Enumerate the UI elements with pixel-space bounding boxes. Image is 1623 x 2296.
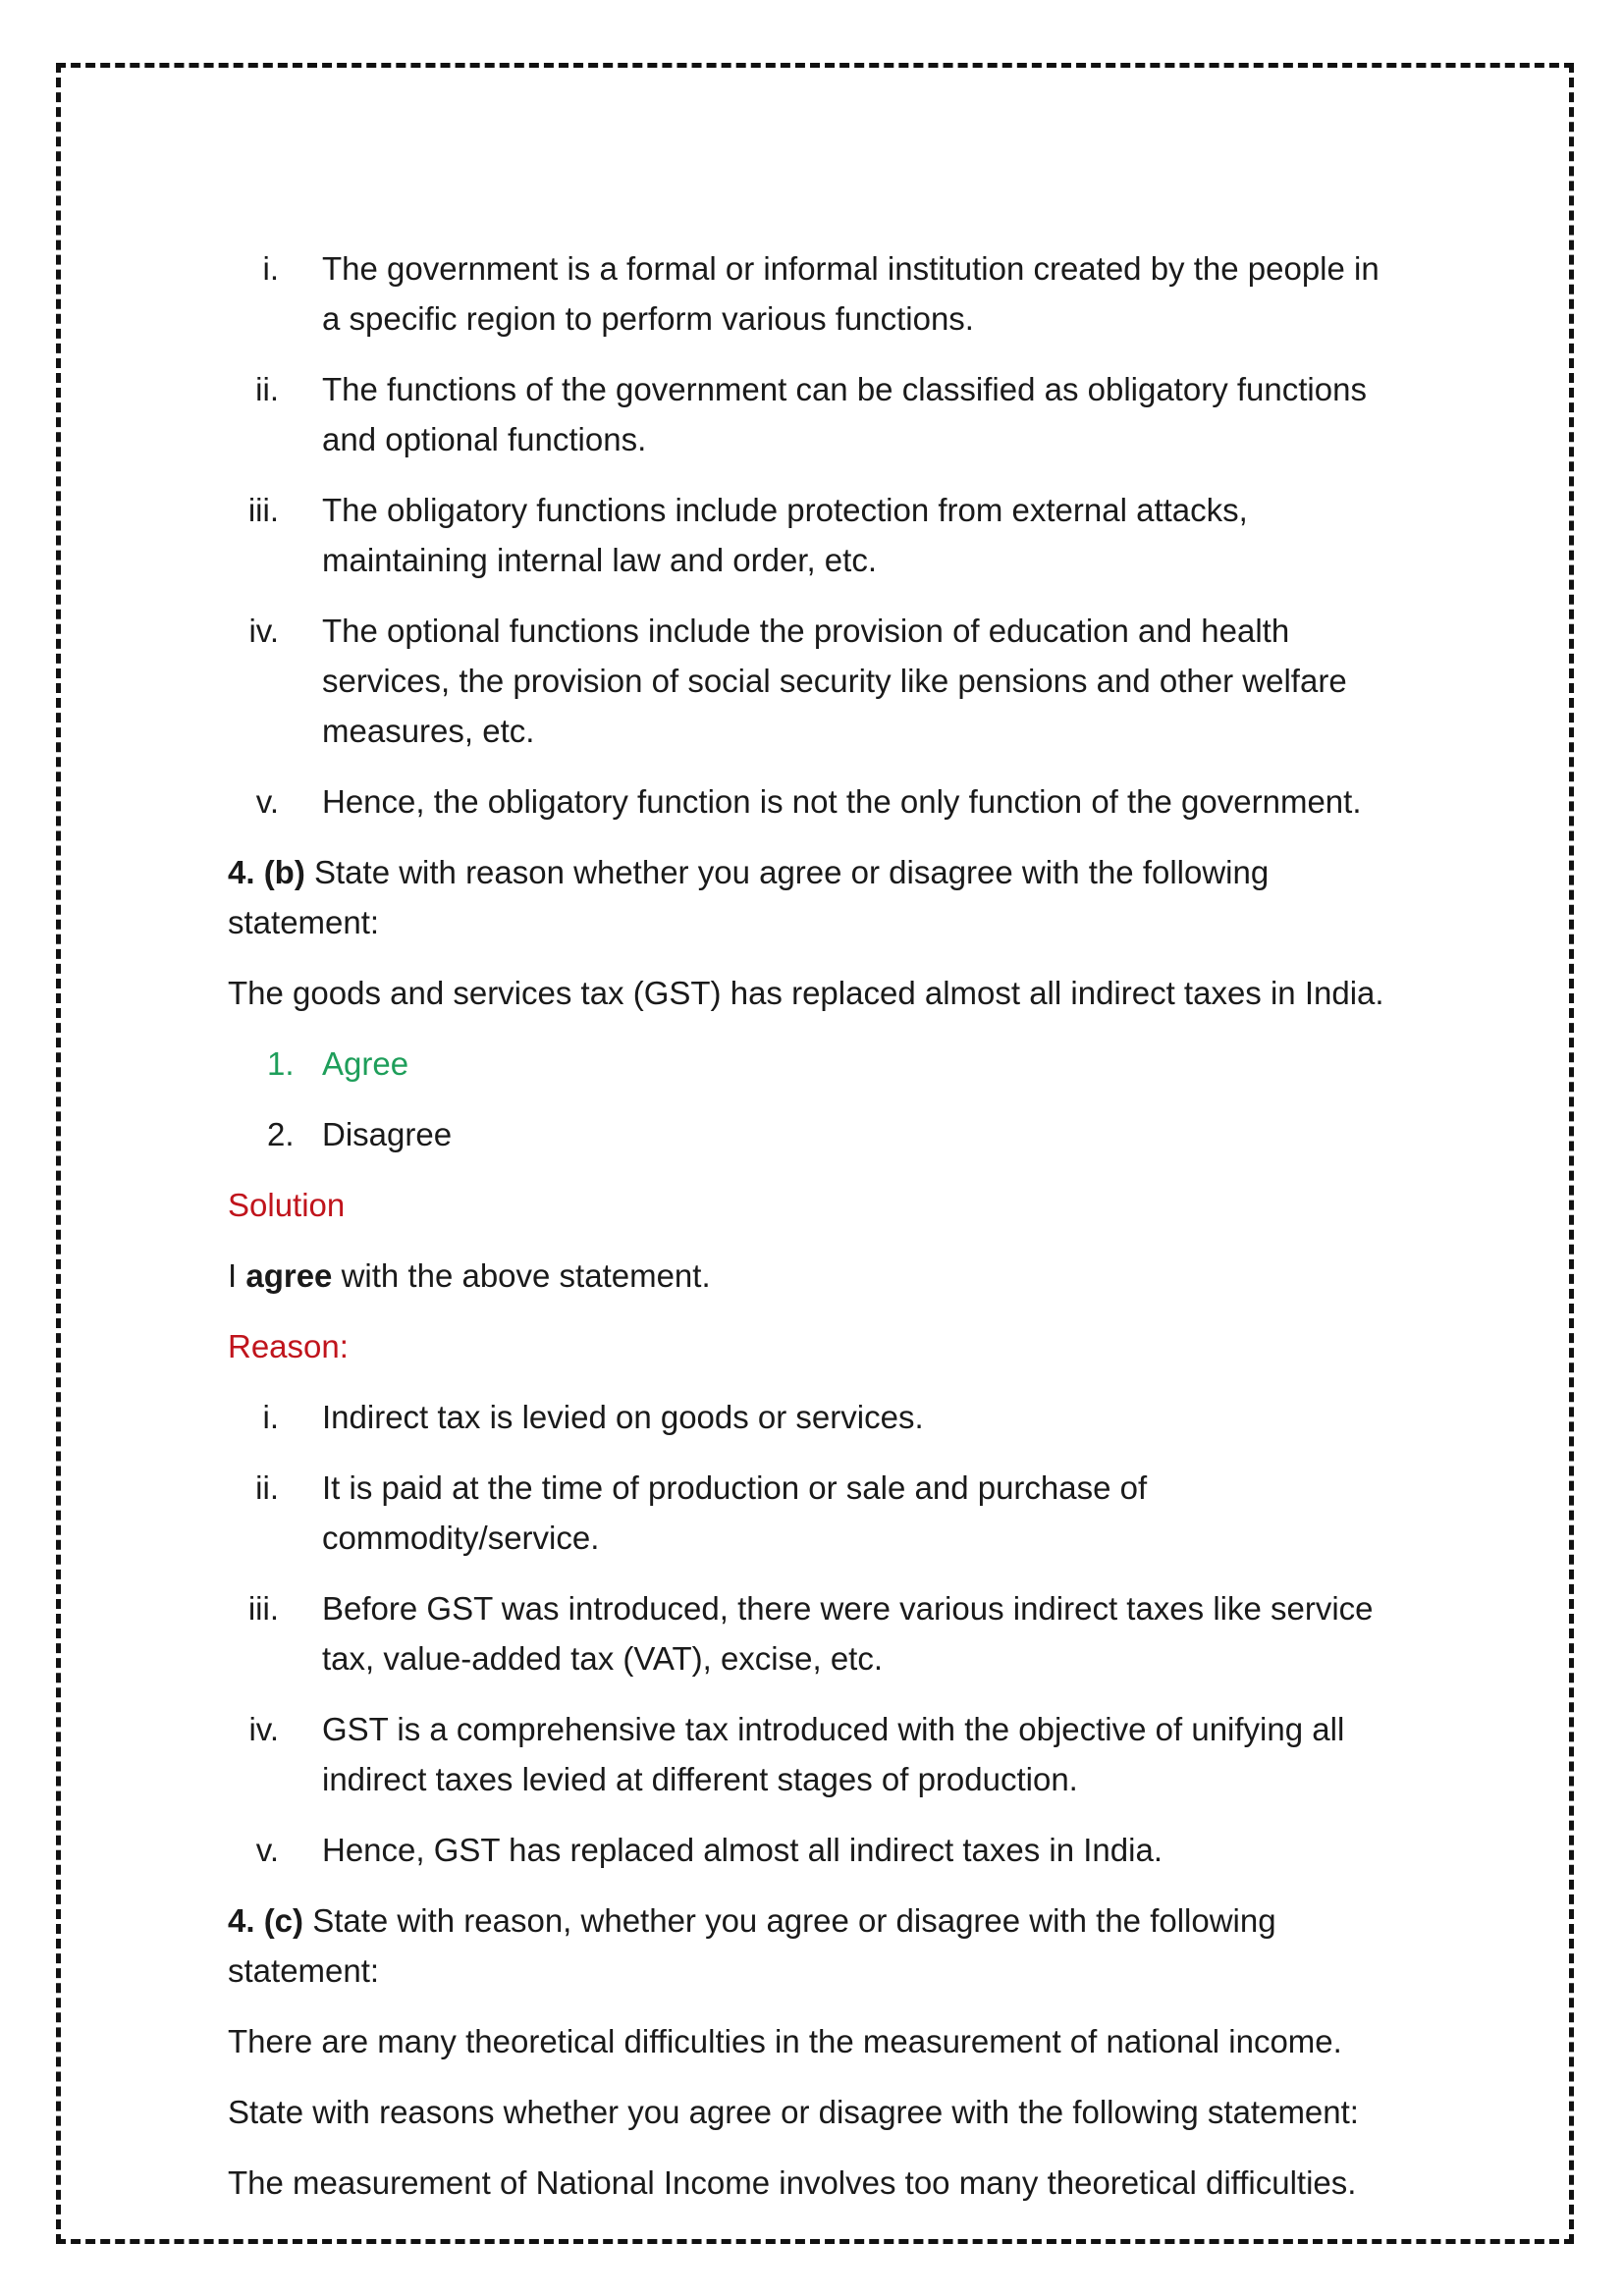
list-marker: ii. [255,1469,279,1506]
list-marker: i. [262,1399,279,1435]
answer-bold: agree [245,1257,333,1294]
options-list [228,1039,1406,1159]
list-item [228,1825,1406,1875]
alt-statement: The measurement of National Income involves too many theoretical difficulties. [228,2164,1357,2201]
list-item [228,1704,1406,1804]
option-agree [228,1039,1406,1089]
alt-question: State with reasons whether you agree or disagree with the following statement: [228,2094,1359,2130]
list-marker: iii. [247,1590,279,1627]
document-content [228,243,1406,2228]
list-marker: ii. [255,371,279,407]
list-item [228,243,1406,344]
list-item-text: The obligatory functions include protection from external attacks, maintaining internal law and order, etc. [322,492,1248,578]
list-item-text: It is paid at the time of production or sale and purchase of commodity/service. [322,1469,1148,1556]
list-item [228,485,1406,585]
question-text: State with reason, whether you agree or disagree with the following statement: [228,1902,1276,1989]
answer-prefix: I [228,1257,246,1294]
list-item [228,1392,1406,1442]
solution-heading: Solution [228,1187,346,1223]
list-marker: v. [255,1832,279,1868]
list-marker: i. [262,250,279,287]
question-label: 4. (b) [228,854,305,890]
list-item [228,1583,1406,1683]
answer-text [228,1251,1406,1301]
list-item-text: Hence, GST has replaced almost all indirect taxes in India. [322,1832,1163,1868]
list-item [228,1463,1406,1563]
list-item-text: The functions of the government can be classified as obligatory functions and optional functions. [322,371,1367,457]
option-marker: 1. [267,1045,295,1082]
reason-heading: Reason: [228,1328,349,1364]
question-statement: The goods and services tax (GST) has replaced almost all indirect taxes in India. [228,975,1384,1011]
list-marker: v. [255,783,279,820]
option-text: Disagree [322,1116,453,1152]
list-item [228,606,1406,756]
question-4b [228,847,1406,947]
list-item-text: Indirect tax is levied on goods or services. [322,1399,924,1435]
reasons-list [228,1392,1406,1875]
question-text: State with reason whether you agree or disagree with the following statement: [228,854,1270,940]
list-marker: iv. [248,613,279,649]
option-disagree [228,1109,1406,1159]
list-marker: iv. [248,1711,279,1747]
list-item-text: Hence, the obligatory function is not the only function of the government. [322,783,1362,820]
list-item [228,776,1406,827]
question-statement: There are many theoretical difficulties in the measurement of national income. [228,2023,1342,2059]
list-item [228,364,1406,464]
question-label: 4. (c) [228,1902,304,1939]
list-marker: iii. [247,492,279,528]
question-4c [228,1896,1406,1996]
list-item-text: The government is a formal or informal institution created by the people in a specific region to perform various functions. [322,250,1380,337]
list-item-text: The optional functions include the provision of education and health services, the provision of social security like pensions and other welfare measures, etc. [322,613,1347,749]
functions-list [228,243,1406,827]
option-marker: 2. [267,1116,295,1152]
answer-suffix: with the above statement. [332,1257,711,1294]
list-item-text: Before GST was introduced, there were various indirect taxes like service tax, value-added tax (VAT), excise, etc. [322,1590,1374,1677]
list-item-text: GST is a comprehensive tax introduced with the objective of unifying all indirect taxes levied at different stages of production. [322,1711,1345,1797]
option-text: Agree [322,1045,409,1082]
